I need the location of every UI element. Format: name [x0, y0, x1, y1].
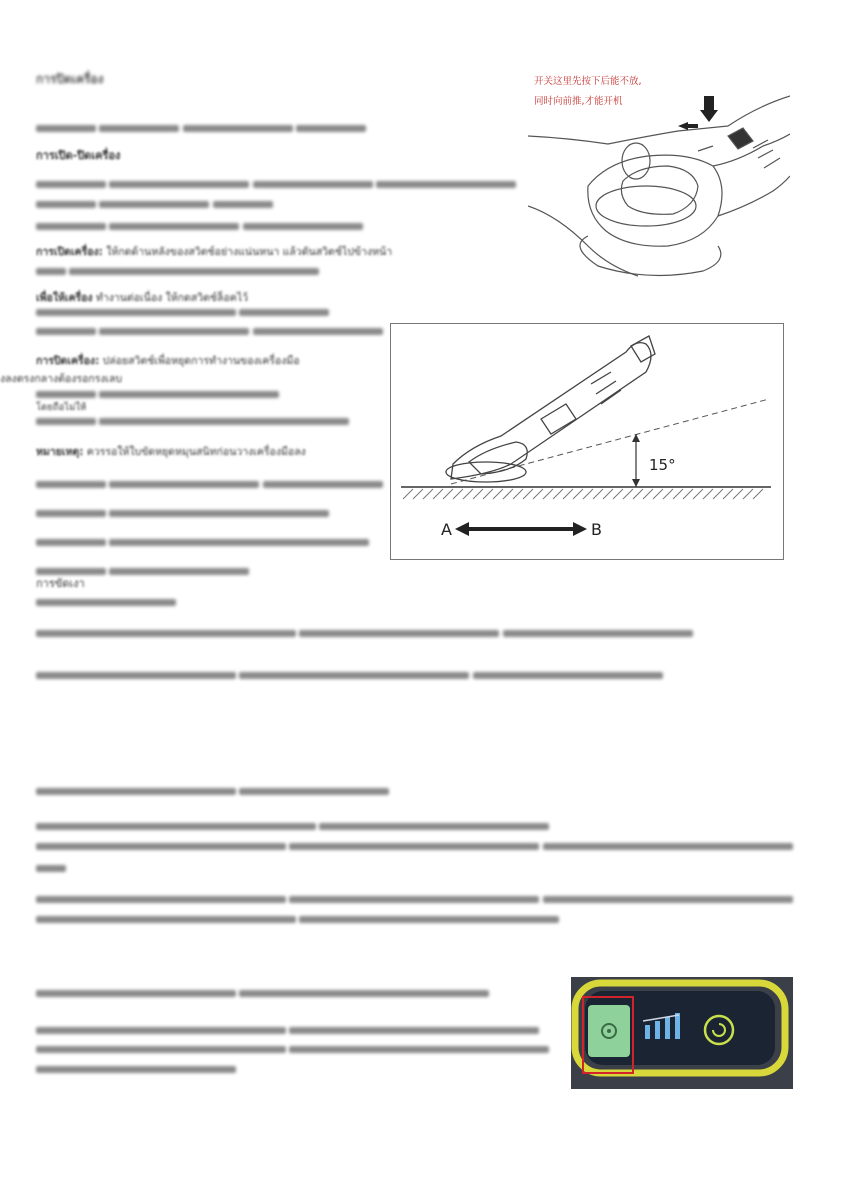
angle-label: 15° [649, 456, 676, 474]
blurred-text-line [36, 669, 663, 681]
note-text: ควรรอให้ใบขัดหยุดหมุนสนิทก่อนวางเครื่องมือลง [86, 446, 306, 458]
blurred-text-line [36, 325, 383, 337]
switch-caption-1: 开关这里先按下后能不放, [534, 76, 642, 87]
blurred-text-line [36, 388, 279, 400]
label-a: A [441, 520, 452, 539]
angle-figure [390, 323, 784, 560]
blurred-text-line [36, 478, 383, 490]
blurred-text-line [36, 220, 363, 232]
blurred-text-line [36, 122, 366, 134]
blurred-text-line [36, 1043, 549, 1055]
turn-on-heading: การเปิดเครื่อง: [36, 246, 103, 258]
turn-off-text: ปล่อยสวิตช์เพื่อหยุดการทำงานของเครื่องมือ [102, 355, 300, 367]
label-b: B [591, 520, 602, 539]
note-line [36, 443, 306, 460]
blurred-text-line [36, 862, 66, 874]
blurred-text-line [36, 178, 516, 190]
switch-figure [528, 66, 790, 286]
protect-text: โดยถือไม่ให้ [36, 402, 87, 413]
turn-on-text: ให้กดด้านหลังของสวิตช์อย่างแน่นหนา แล้วดันสวิตช์ไปข้างหน้า [106, 246, 393, 258]
blurred-text-line [36, 893, 793, 905]
turn-on-off-heading: การเปิด-ปิดเครื่อง [36, 149, 121, 162]
blurred-text-line [36, 627, 693, 639]
section-title: การปิดเครื่อง [36, 72, 104, 86]
blurred-text-line [36, 1063, 236, 1075]
turn-off-heading: การปิดเครื่อง: [36, 355, 100, 367]
blurred-text-line [36, 415, 349, 427]
blurred-text-line [36, 265, 319, 277]
blurred-text-line [36, 306, 329, 318]
grinder-angle-illustration [391, 324, 783, 559]
blurred-text-line [36, 913, 559, 925]
control-panel-photo [571, 977, 793, 1089]
blurred-text-line [36, 596, 176, 608]
lock-text: ทำงานต่อเนื่อง ให้กดสวิตช์ล็อคไว้ [95, 292, 249, 304]
turn-off-line [36, 352, 300, 369]
blurred-text-line [36, 1024, 539, 1036]
grinder-switch-illustration [528, 66, 790, 286]
lock-heading: เพื่อให้เครื่อง [36, 292, 93, 304]
blurred-text-line [36, 536, 369, 548]
blurred-text-line [36, 820, 549, 832]
blurred-text-line [36, 507, 329, 519]
blurred-text-line [36, 198, 273, 210]
blurred-text-line [36, 785, 389, 797]
switch-caption-2: 同时向前推,才能开机 [534, 96, 623, 107]
note-heading: หมายเหตุ: [36, 446, 84, 458]
control-panel-illustration [571, 977, 793, 1089]
blurred-text-line [36, 987, 489, 999]
grinding-heading: การขัดเงา [36, 577, 85, 590]
side-text: งลงตรงกลางต้องรอกรงเลบ [0, 373, 123, 385]
lock-line [36, 289, 248, 306]
blurred-text-line [36, 840, 793, 852]
turn-on-line [36, 243, 392, 260]
